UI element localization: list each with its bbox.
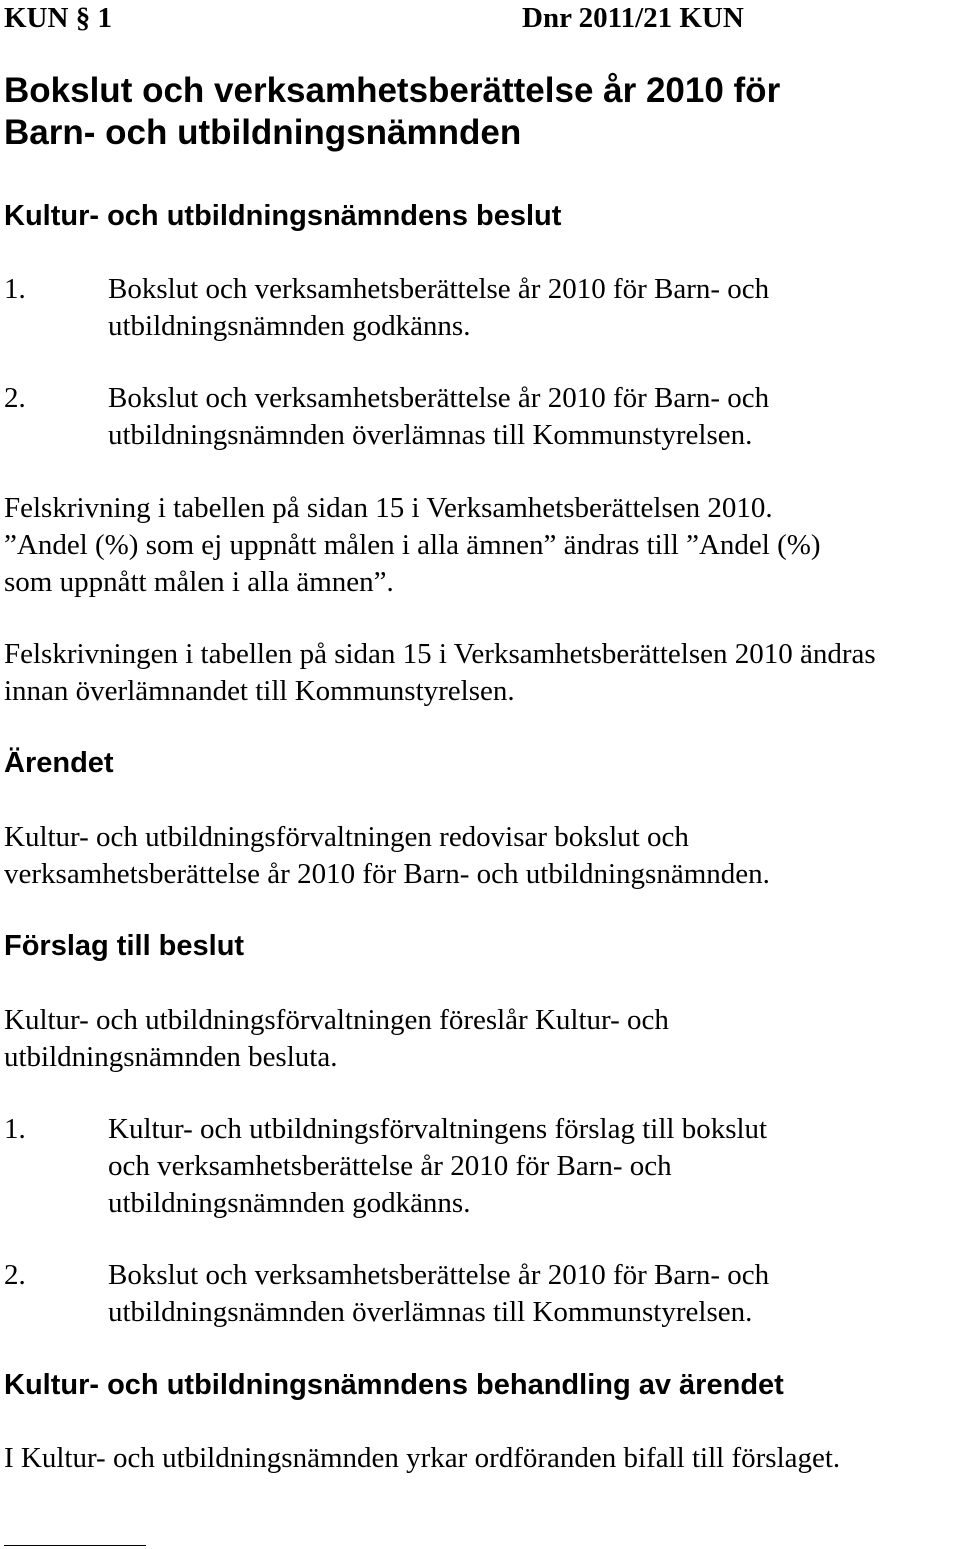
list-item-number: 1. — [4, 1113, 26, 1145]
paragraph-line: Felskrivningen i tabellen på sidan 15 i Verksamhetsberättelsen 2010 ändras — [4, 638, 876, 670]
list-item-number: 1. — [4, 273, 26, 305]
list-item-number: 2. — [4, 382, 26, 414]
footer-divider — [4, 1545, 146, 1546]
list-item-line: utbildningsnämnden godkänns. — [108, 310, 471, 342]
document-title-line: Bokslut och verksamhetsberättelse år 2010 för — [4, 71, 781, 110]
paragraph-line: innan överlämnandet till Kommunstyrelsen. — [4, 675, 515, 707]
behandling-heading: Kultur- och utbildningsnämndens behandling av ärendet — [4, 1369, 784, 1401]
paragraph-line: Kultur- och utbildningsförvaltningen redovisar bokslut och — [4, 821, 689, 853]
paragraph-line: som uppnått målen i alla ämnen”. — [4, 566, 394, 598]
correction-paragraph-2 — [4, 636, 876, 710]
list-item-line: Bokslut och verksamhetsberättelse år 2010 för Barn- och — [108, 382, 770, 414]
list-item-number: 2. — [4, 1259, 26, 1291]
arendet-paragraph — [4, 819, 770, 893]
paragraph-line: Kultur- och utbildningsförvaltningen föreslår Kultur- och — [4, 1004, 669, 1036]
list-item-text — [108, 380, 769, 454]
list-item-line: Bokslut och verksamhetsberättelse år 2010 för Barn- och — [108, 1259, 770, 1291]
behandling-paragraph: I Kultur- och utbildningsnämnden yrkar ordföranden bifall till förslaget. — [4, 1442, 841, 1474]
list-item-line: utbildningsnämnden överlämnas till Kommunstyrelsen. — [108, 1296, 753, 1328]
paragraph-line: utbildningsnämnden besluta. — [4, 1041, 338, 1073]
header-section-ref: KUN § 1 — [4, 2, 112, 34]
forslag-heading: Förslag till beslut — [4, 930, 245, 962]
list-item-line: utbildningsnämnden godkänns. — [108, 1187, 471, 1219]
list-item-text — [108, 1111, 767, 1222]
list-item-text — [108, 271, 769, 345]
paragraph-line: Felskrivning i tabellen på sidan 15 i Verksamhetsberättelsen 2010. — [4, 492, 773, 524]
document-title-line: Barn- och utbildningsnämnden — [4, 113, 522, 152]
list-item-line: Bokslut och verksamhetsberättelse år 2010 för Barn- och — [108, 273, 770, 305]
paragraph-line: ”Andel (%) som ej uppnått målen i alla ämnen” ändras till ”Andel (%) — [4, 529, 821, 561]
paragraph-line: verksamhetsberättelse år 2010 för Barn- och utbildningsnämnden. — [4, 858, 770, 890]
list-item-line: Kultur- och utbildningsförvaltningens förslag till bokslut — [108, 1113, 768, 1145]
document-title — [4, 70, 780, 154]
list-item-line: och verksamhetsberättelse år 2010 för Barn- och — [108, 1150, 672, 1182]
decision-heading: Kultur- och utbildningsnämndens beslut — [4, 200, 562, 232]
header-diary-number: Dnr 2011/21 KUN — [522, 2, 744, 34]
list-item-text — [108, 1257, 769, 1331]
list-item-line: utbildningsnämnden överlämnas till Kommunstyrelsen. — [108, 419, 753, 451]
forslag-paragraph — [4, 1002, 669, 1076]
correction-paragraph — [4, 490, 821, 601]
arendet-heading: Ärendet — [4, 747, 114, 779]
